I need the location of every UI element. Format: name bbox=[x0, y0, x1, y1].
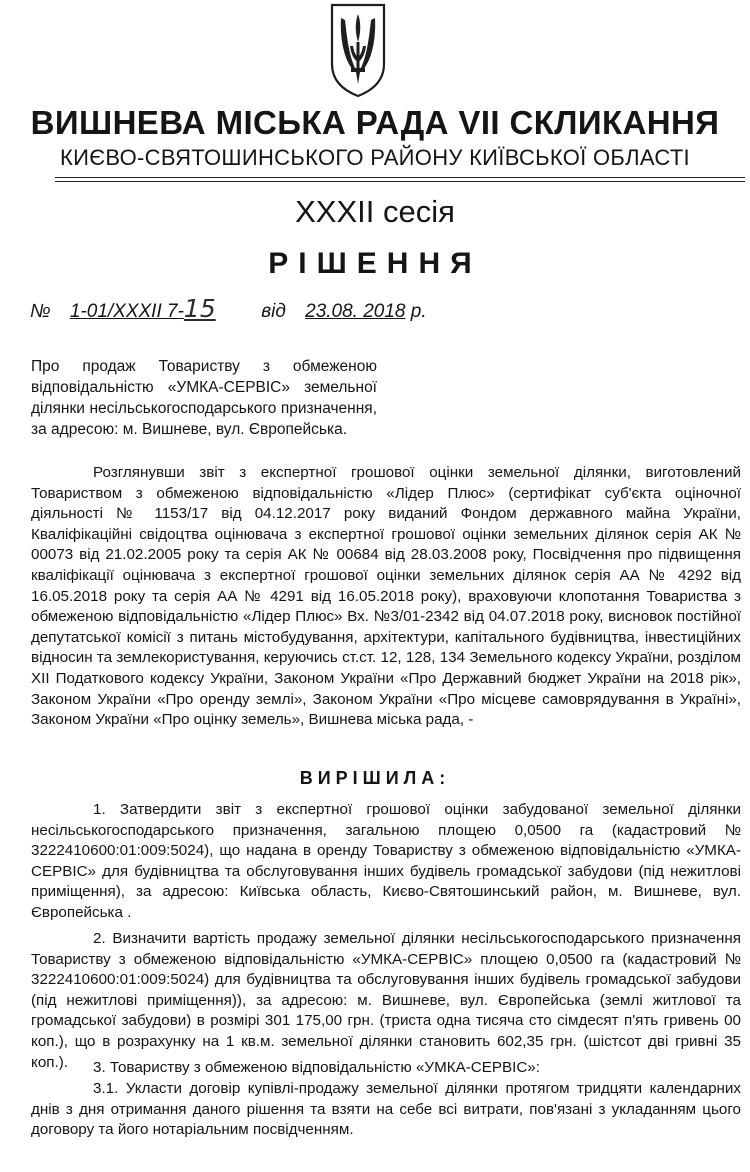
item-1-text: 1. Затвердити звіт з експертної грошової оцінки забудованої земельної ділянки несільськогосподарського призначення, загальною площею 0,0500 га (кадастровий № 3222410600:01:009:5024), що надана в оренду Товариству з обмеженою відповідальністю «УМКА-СЕРВІС» для будівництва та обслуговування інших будівель громадської забудови (під нежитлові приміщення), за адресою: Київська область, Києво-Святошинський район, м. Вишневе, вул. Європейська . bbox=[31, 801, 741, 921]
item-2 bbox=[31, 929, 741, 1073]
handwritten-number: 15 bbox=[183, 294, 216, 323]
document-type-title: РІШЕННЯ bbox=[268, 247, 482, 280]
item-3-1-text: 3.1. Укласти договір купівлі-продажу земельної ділянки протягом тридцяти календарних днів з дня отримання даного рішення та взяти на себе всі витрати, пов'язані з укладанням цього договору та його нотаріальним посвідченням. bbox=[31, 1080, 741, 1139]
date-label: від bbox=[261, 301, 286, 322]
council-district: КИЄВО-СВЯТОШИНСЬКОГО РАЙОНУ КИЇВСЬКОЇ ОБЛАСТІ bbox=[60, 145, 690, 170]
decision-subject: Про продаж Товариству з обмеженою відповідальністю «УМКА-СЕРВІС» земельної ділянки несільськогосподарського призначення, за адресою: м. Вишневе, вул. Європейська. bbox=[31, 358, 377, 438]
preamble-text: Розглянувши звіт з експертної грошової оцінки земельної ділянки, виготовлений Товариством з обмеженою відповідальністю «Лідер Плюс» (сертифікат суб'єкта оціночної діяльності № 1153/17 від 04.12.2017 року виданий Фондом державного майна України, Кваліфікаційні свідоцтва оцінювача з експертної грошової оцінки земельних ділянок серія АК № 00073 від 21.02.2005 року та серія АК № 00684 від 28.03.2008 року, Посвідчення про підвищення кваліфікації оцінювача з експертної грошової оцінки земельних ділянок серія АА № 4292 від 16.05.2018 року та серія АА № 4291 від 16.05.2018 року), враховуючи клопотання Товариства з обмеженою відповідальністю «Лідер Плюс» Вх. №3/01-2342 від 04.07.2018 року, висновок постійної депутатської комісії з питань містобудування, архітектури, капітального будівництва, інвестиційних відносин та землекористування, керуючись ст.ст. 12, 128, 134 Земельного кодексу України, розділом XII Податкового кодексу України, Законом України «Про Державний бюджет України на 2018 рік», Законом України «Про оренду землі», Законом України «Про місцеве самоврядування в Україні», Законом України «Про оцінку земель», Вишнева міська рада, - bbox=[31, 464, 741, 729]
item-3-text: 3. Товариству з обмеженою відповідальністю «УМКА-СЕРВІС»: bbox=[93, 1059, 540, 1076]
item-1 bbox=[31, 800, 741, 924]
preamble-paragraph bbox=[31, 463, 741, 731]
item-3 bbox=[31, 1058, 741, 1079]
trident-coat-of-arms-icon bbox=[329, 2, 387, 98]
item-2-text: 2. Визначити вартість продажу земельної ділянки несільськогосподарського призначення Товариству з обмеженою відповідальністю «УМКА-СЕРВІС» площею 0,0500 га (кадастровий № 3222410600:01:009:5024) для будівництва та обслуговування інших будівель громадської забудови (під нежитлові приміщення)), за адресою: м. Вишневе, вул. Європейська (землі житлової та громадської забудови) в розмірі 301 175,00 грн. (триста одна тисяча сто сімдесят п'ять гривень 00 коп.), що в розрахунку на 1 кв.м. земельної ділянки становить 602,35 грн. (шістсот дві гривні 35 коп.). bbox=[31, 930, 741, 1071]
session-title: XXXII сесія bbox=[295, 194, 455, 229]
item-3-1 bbox=[31, 1079, 741, 1141]
decision-number-line bbox=[30, 296, 427, 325]
resolved-heading: ВИРІШИЛА: bbox=[299, 768, 451, 788]
year-suffix: р. bbox=[410, 301, 427, 322]
header-rule-top bbox=[55, 177, 745, 178]
header-rule-bottom bbox=[55, 181, 745, 182]
decision-date: 23.08. 2018 bbox=[305, 301, 406, 322]
council-name: ВИШНЕВА МІСЬКА РАДА VII СКЛИКАННЯ bbox=[30, 104, 720, 141]
decision-number: 1-01/XXXII 7- bbox=[69, 301, 184, 322]
number-label: № bbox=[30, 301, 51, 322]
